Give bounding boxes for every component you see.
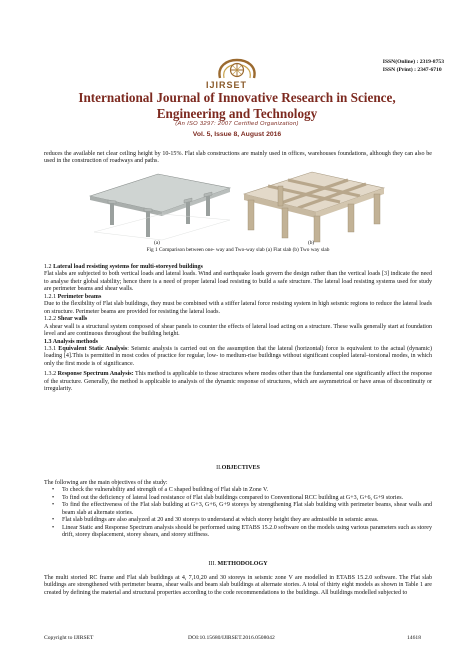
section-1-2-2-number: 1.2.2 [44,316,57,323]
two-way-slab-figure [238,166,388,244]
section-1-2-2-heading [44,316,432,323]
objective-item: • To check the vulnerability and strength of a C shaped building of Flat slab in Zone V. [44,487,432,494]
section-1-3-2 [44,371,432,393]
issn-online: ISSN(Online) : 2319-8753 [382,59,444,65]
objectives-intro: The following are the main objectives of the study: [44,480,168,486]
flat-slab-figure [86,168,232,244]
section-1-3-2-text: This method is applicable to those structures where modes other than the fundamental one significantly affect the response of the structure. Generally, the method is applicable to analysis of the dynamic response of structures, which are asymmetrical or have areas of discontinuity or irregularity. [44,371,433,393]
section-1-2-2-text: A shear wall is a structural system composed of shear panels to counter the effects of lateral load acting on a structure. These walls generally start at foundation level and are continuous throughout the building height. [44,323,432,338]
figure-caption: Fig 1 Comparison between one- way and Two-way slab (a) Flat slab (b) Two way slab [146,247,330,253]
section-1-2-2-title: Shear walls [57,316,88,323]
section-1-2-1-number: 1.2.1 [44,293,57,300]
intro-paragraph: reduces the available net clear ceiling height by 10-15%. Flat slab constructions are mainly used in offices, warehouses foundations, although they can also be used in the construction of roadways and paths. [44,151,432,165]
figure-label-a: (a) [154,240,160,246]
section-1-3-1-text: : Seismic analysis is carried out on the assumption that the lateral (horizontal) force is equivalent to the actual (dynamic) loading [4].This is permitted in most codes of practice for regular, low- to medium-rise buildings without significant coupled lateral–torsional modes, in which only the first mode is of significance. [44,345,432,367]
methodology-title: METHODOLOGY [217,561,268,567]
methodology-number: III. [208,561,216,567]
section-1-3-heading: 1.3 Analysis methods [44,338,98,345]
methodology-text: The multi storied RC frame and Flat slab buildings at 4, 7,10,20 and 30 storeys in seismic zone V are modelled in ETABS 15.2.0 software. The Flat slab buildings are strengthened with perimeter beams, shear walls and beam slab buildings at alternate stories. A total of thirty eight models as shown in Table 1 are created by defining the material and structural properties according to the code recommendations to the buildings. All buildings modelled subjected to [44,575,432,596]
footer-doi: DOI:10.15680/IJIRSET.2016.0508042 [188,635,275,641]
section-1-2-1-title: Perimeter beams [57,293,102,300]
journal-title-line1: International Journal of Innovative Research in Science, [78,90,396,105]
section-1-3-1-title: Equivalent Static Analysis [58,345,128,352]
section-1-2-number: 1.2 [44,264,52,270]
section-1-3-1-number: 1.3.1 [44,345,57,352]
issn-print: ISSN (Print) : 2347-6710 [382,67,442,74]
journal-title-line2: Engineering and Technology [156,105,318,121]
certification-line: (An ISO 3297: 2007 Certified Organization) [175,121,299,127]
objectives-section [44,480,432,540]
section-1-3-2-title: Response Spectrum Analysis: [57,371,134,378]
journal-title [30,90,444,121]
section-1-3-2-number: 1.3.2 [44,371,57,378]
figure-label-b: (b) [308,240,315,246]
journal-logo [196,40,278,84]
logo-text: IJIRSET [206,80,248,90]
section-1-2-1-text: Due to the flexibility of Flat slab buildings, they must be combined with a stiffer lateral force resisting system in high seismic regions to reduce the lateral loads on structure. Perimeter beams are provided for resisting the lateral loads. [44,301,432,315]
objectives-list [44,487,432,539]
footer-copyright: Copyright to IJIRSET [44,635,94,641]
footer-page-number: 14618 [407,635,421,641]
issn-block [383,58,444,74]
objective-item: • To find out the deficiency of lateral load resistance of Flat slab buildings compared to Conventional RCC building at G+3, G+6, G+9 stories. [44,495,432,502]
objective-item: • Flat slab buildings are also analyzed at 20 and 30 storeys to understand at which storey height they are admissible in seismic areas. [44,517,432,524]
volume-issue: Vol. 5, Issue 8, August 2016 [192,131,282,138]
objective-item: • Linear Static and Response Spectrum analysis should be performed using ETABS 15.2.0 software on the models using various parameters such as storey drift, storey displacement, storey shears, and storey stiffness. [44,525,432,540]
objectives-heading [44,465,432,472]
section-1-3-1 [44,346,432,368]
section-1-2-heading [44,264,432,271]
section-1-2-title: Lateral load resisting systems for multi-storeyed buildings [53,264,203,270]
methodology-heading [44,561,432,568]
section-1-2-text: Flat slabs are subjected to both vertical loads and lateral loads. Wind and earthquake loads govern the design rather than the vertical loads [3] indicate the need to analyse their global stability; hence there is a need of proper lateral load resisting to build a safe structure. The lateral load resisting systems used for study are perimeter beams and shear walls. [44,271,432,293]
section-1-2 [44,264,432,394]
objectives-number: II. [216,465,222,471]
objective-item: • To find the effectiveness of the Flat slab building at G+3, G+6, G+9 storeys by strengthening Flat slab building with perimeter beams, shear walls and beam slab at alternate stories. [44,502,432,517]
objectives-title: OBJECTIVES [221,465,260,471]
